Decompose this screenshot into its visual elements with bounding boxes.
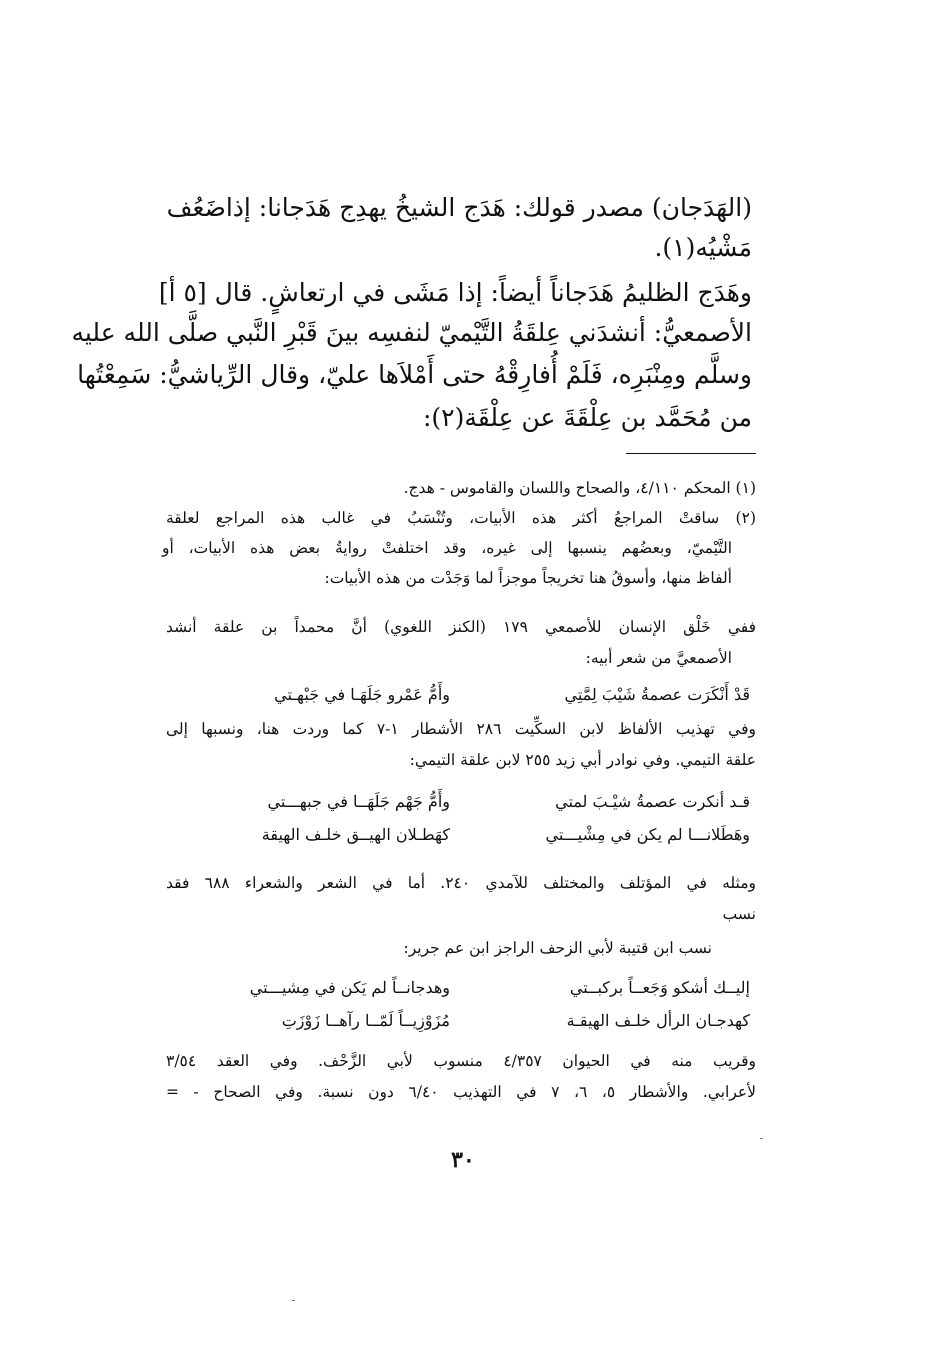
- verse-hemistich: مُزَوْزِيــاً لَمّــا رآهــا زَوْزَتِ: [281, 1011, 450, 1030]
- footnote-line: وفي تهذيب الألفاظ لابن السكِّيت ٢٨٦ الأشطار ١-٧ كما وردت هنا، ونسبها إلى: [166, 720, 756, 738]
- footnote-line: نسب ابن قتيبة لأبي الزحف الراجز ابن عم جرير:: [403, 939, 712, 957]
- verse-hemistich: إليــك أشكو وَجَعــاً بركبــتي: [569, 978, 750, 997]
- verse-hemistich: قـد أنكرت عصمةُ شيْـبَ لمتي: [555, 792, 750, 811]
- footnote-line: التَّيْميّ، وبعضُهم ينسبها إلى غيره، وقد اختلفتْ روايةُ بعض هذه الأبيات، أو: [162, 539, 732, 557]
- verse-hemistich: وهدجانــاً لم يَكن في مِشيـــتي: [249, 978, 450, 997]
- scan-speck: [760, 1138, 763, 1139]
- footnote-line: وقريب منه في الحيوان ٤/٣٥٧ منسوب لأبي الزَّحْف. وفي العقد ٣/٥٤: [166, 1052, 756, 1070]
- footnote-line: لأعرابي. والأشطار ٥، ٦، ٧ في التهذيب ٦/٤٠ دون نسبة. وفي الصحاح - =: [166, 1083, 756, 1101]
- main-text-line: مَشْيُه(١).: [654, 233, 752, 262]
- page-number: ٣٠: [451, 1147, 475, 1173]
- footnote-line: علقة التيمي. وفي نوادر أبي زيد ٢٥٥ لابن علقة التيمي:: [409, 751, 756, 769]
- footnote-line: ألفاظ منها، وأسوقُ هنا تخريجاً موجزاً لما وَجَدْت من هذه الأبيات:: [324, 569, 732, 587]
- main-text-line: وهَدَج الظليمُ هَدَجاناً أيضاً: إذا مَشَى في ارتعاشٍ. قال [٥ أ]: [158, 278, 752, 307]
- main-text-line: (الهَدَجان) مصدر قولك: هَدَج الشيخُ يهدِج هَدَجانا: إذاضَعُف: [166, 193, 752, 222]
- verse-hemistich: كهَطـلان الهيــق خلـف الهيقة: [261, 825, 450, 844]
- scan-speck: [292, 1300, 295, 1301]
- footnote-line: (١) المحكم ٤/١١٠، والصحاح واللسان والقاموس - هدج.: [403, 479, 756, 497]
- main-text-line: من مُحَمَّد بن عِلْقَةَ عن عِلْقَة(٢):: [422, 403, 752, 432]
- verse-hemistich: وأَمُّ عَمْرو جَلَهَـا في جَبْهـتي: [274, 685, 450, 704]
- verse-hemistich: كهدجـان الرأل خلـف الهيقـة: [566, 1011, 750, 1030]
- footnote-line: (٢) ساقتْ المراجعُ أكثر هذه الأبيات، وتُنْسَبُ في غالب هذه المراجع لعلقة: [166, 509, 756, 527]
- footnote-separator: [626, 453, 756, 454]
- verse-hemistich: وهَطَلانـــا لم يكن في مِشْيـــتي: [545, 825, 750, 844]
- verse-hemistich: وأَمُّ جَهْم جَلَهَــا في جبهـــتي: [267, 792, 450, 811]
- main-text-line: وسلَّم ومِنْبَرِه، فَلَمْ أُفارِقْهُ حتى أَمْلاَها عليّ، وقال الرِّياشيُّ: سَمِعْتُها: [77, 360, 752, 389]
- footnote-line: ومثله في المؤتلف والمختلف للآمدي ٢٤٠. أما في الشعر والشعراء ٦٨٨ فقد: [166, 874, 756, 892]
- main-text-line: الأصمعيُّ: أنشدَني عِلقَةُ التَّيْميّ لنفسِه بينَ قَبْرِ النَّبي صلَّى الله عليه: [71, 318, 752, 347]
- footnote-line: ففي خَلْق الإنسان للأصمعي ١٧٩ (الكنز اللغوي) أنَّ محمداً بن علقة أنشد: [166, 618, 756, 636]
- footnote-line: الأصمعيَّ من شعر أبيه:: [585, 649, 732, 667]
- footnote-line: نسب: [722, 905, 756, 923]
- verse-hemistich: قَدْ أَنْكَرَت عصمةُ شَيْبَ لِمَّتِي: [564, 685, 750, 704]
